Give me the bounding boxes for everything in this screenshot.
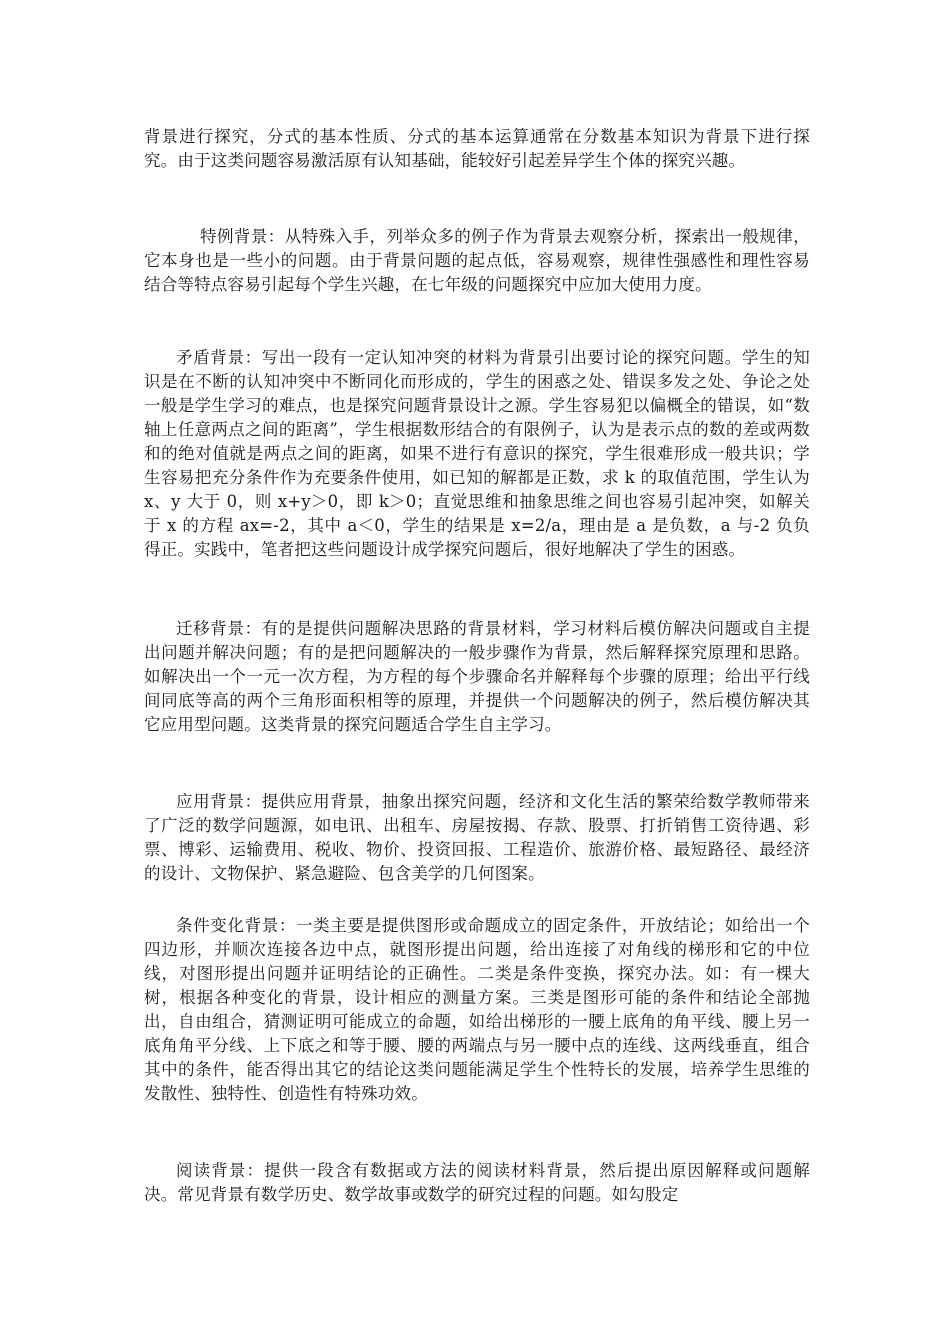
paragraph-reading-background: 阅读背景：提供一段含有数据或方法的阅读材料背景，然后提出原因解释或问题解决。常见背景有数学历史、数学故事或数学的研究过程的问题。如勾股定: [144, 1161, 810, 1204]
paragraph-condition-change-background: 条件变化背景：一类主要是提供图形或命题成立的固定条件，开放结论；如给出一个四边形，并顺次连接各边中点，就图形提出问题，给出连接了对角线的梯形和它的中位线，对图形提出问题并证明结论的正确性。二类是条件变换，探究办法。如：有一棵大树，根据各种变化的背景，设计相应的测量方案。三类是图形可能的条件和结论全部抛出，自由组合，猜测证明可能成立的命题，如给出梯形的一腰上底角的角平线、腰上另一底角角平分线、上下底之和等于腰、腰的两端点与另一腰中点的连线、这两线垂直，组合其中的条件，能否得出其它的结论这类问题能满足学生个性特长的发展，培养学生思维的发散性、独特性、创造性有特殊功效。: [144, 916, 810, 1103]
paragraph-contradiction-background: 矛盾背景：写出一段有一定认知冲突的材料为背景引出要讨论的探究问题。学生的知识是在不断的认知冲突中不断同化而形成的，学生的困惑之处、错误多发之处、争论之处一般是学生学习的难点，也是探究问题背景设计之源。学生容易犯以偏概全的错误，如“数轴上任意两点之间的距离”，学生根据数形结合的有限例子，认为是表示点的数的差或两数和的绝对值就是两点之间的距离，如果不进行有意识的探究，学生很难形成一般共识；学生容易把充分条件作为充要条件使用，如已知的解都是正数，求 k 的取值范围，学生认为 x、y 大于 0，则 x+y＞0，即 k＞0；直觉思维和抽象思维之间也容易引起冲突，如解关于 x 的方程 ax=-2，其中 a＜0，学生的结果是 x=2/a，理由是 a 是负数，a 与-2 负负得正。实践中，笔者把这些问题设计成学探究问题后，很好地解决了学生的困惑。: [144, 348, 810, 559]
paragraph-continuation: 背景进行探究，分式的基本性质、分式的基本运算通常在分数基本知识为背景下进行探究。由于这类问题容易激活原有认知基础，能较好引起差异学生个体的探究兴趣。: [144, 127, 810, 170]
paragraph-special-case-background: 特例背景：从特殊入手，列举众多的例子作为背景去观察分析，探索出一般规律，它本身也是一些小的问题。由于背景问题的起点低，容易观察，规律性强感性和理性容易结合等特点容易引起每个学生兴趣，在七年级的问题探究中应加大使用力度。: [144, 227, 810, 294]
paragraph-application-background: 应用背景：提供应用背景，抽象出探究问题，经济和文化生活的繁荣给数学教师带来了广泛的数学问题源，如电讯、出租车、房屋按揭、存款、股票、打折销售工资待遇、彩票、博彩、运输费用、税收、物价、投资回报、工程造价、旅游价格、最短路径、最经济的设计、文物保护、紧急避险、包含美学的几何图案。: [144, 792, 810, 883]
paragraph-transfer-background: 迁移背景：有的是提供问题解决思路的背景材料，学习材料后模仿解决问题或自主提出问题并解决问题；有的是把问题解决的一般步骤作为背景，然后解释探究原理和思路。如解决出一个一元一次方程，为方程的每个步骤命名并解释每个步骤的原理；给出平行线间同底等高的两个三角形面积相等的原理，并提供一个问题解决的例子，然后模仿解决其它应用型问题。这类背景的探究问题适合学生自主学习。: [144, 619, 810, 734]
